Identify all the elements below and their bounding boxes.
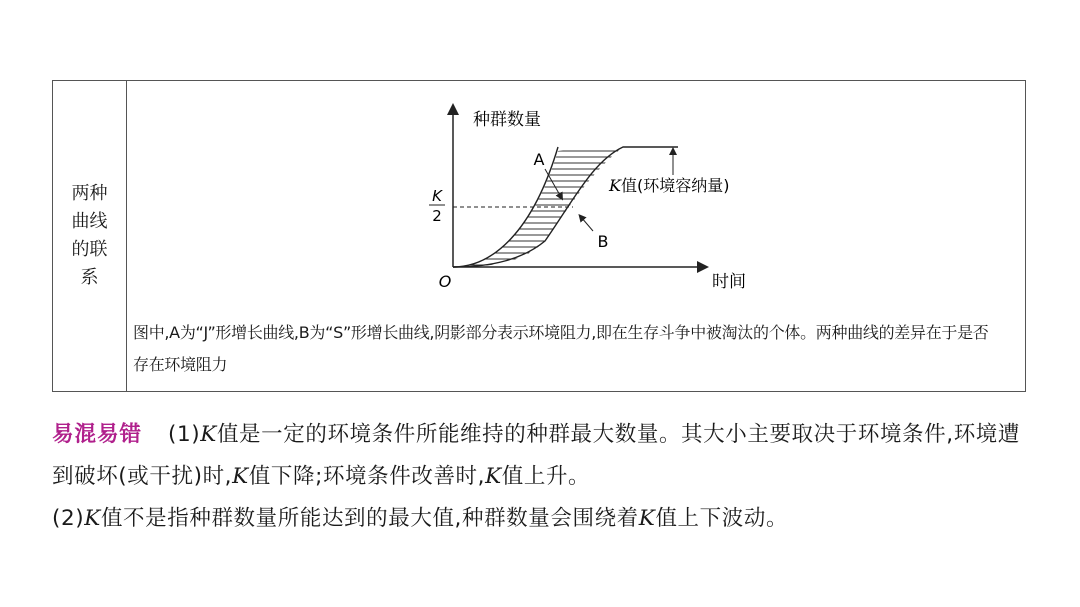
k-half-numerator: K (432, 187, 442, 205)
mistake-badge: 易混易错 (52, 422, 143, 447)
x-axis-label: 时间 (712, 272, 746, 292)
row-header-cell (53, 81, 127, 391)
k-value-label: K值(环境容纳量) (609, 176, 730, 195)
common-mistakes-note (52, 414, 1042, 540)
comparison-table (52, 80, 1026, 392)
population-growth-figure (423, 91, 783, 311)
k-half-denominator: 2 (432, 207, 442, 225)
note-paragraph-2: (2)K值不是指种群数量所能达到的最大值,种群数量会围绕着K值上下波动。 (52, 506, 789, 531)
curve-a-label: A (533, 150, 545, 169)
note-paragraph-1: 易混易错 (1)K值是一定的环境条件所能维持的种群最大数量。其大小主要取决于环境条件,环境遭到破坏(或干扰)时,K值下降;环境条件改善时,K值上升。 (52, 422, 1020, 489)
y-axis-label: 种群数量 (473, 110, 541, 130)
row-label: 两种曲线的联系 (71, 183, 108, 288)
origin-label: O (438, 272, 452, 291)
b-pointer (581, 217, 593, 231)
curve-b-label: B (597, 232, 609, 251)
figure-description: 图中,A为“J”形增长曲线,B为“S”形增长曲线,阴影部分表示环境阻力,即在生存斗争中被淘汰的个体。两种曲线的差异在于是否存在环境阻力 (133, 323, 989, 374)
